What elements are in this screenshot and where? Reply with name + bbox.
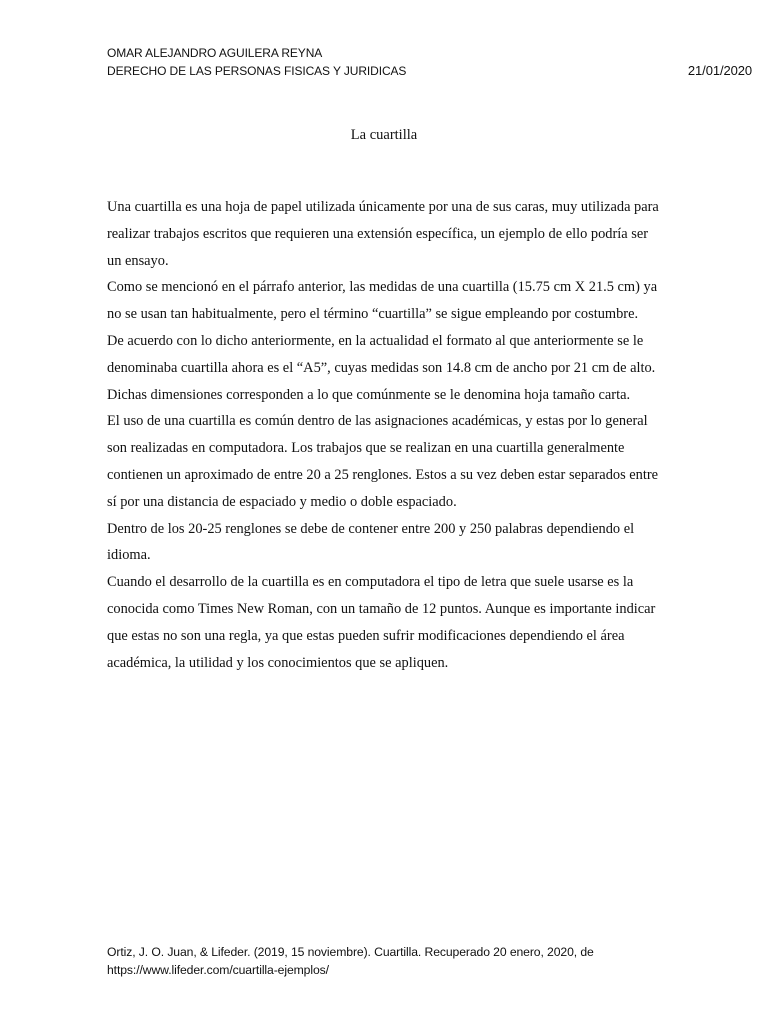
document-date: 21/01/2020 (687, 63, 752, 78)
document-title: La cuartilla (350, 127, 418, 143)
author-name: OMAR ALEJANDRO AGUILERA REYNA (107, 46, 323, 60)
header-course-row (107, 62, 752, 80)
paragraph: Como se mencionó en el párrafo anterior, las medidas de una cuartilla (15.75 cm X 21.5 cm) ya no se usan tan habitualmente, pero el término “cuartilla” se sigue empleando por costumbre. (107, 279, 658, 323)
paragraph: De acuerdo con lo dicho anteriormente, en la actualidad el formato al que anteriormente se le denominaba cuartilla ahora es el “A5”, cuyas medidas son 14.8 cm de ancho por 21 cm de alto. Dichas dimensiones corresponden a lo que comúnmente se le denomina hoja tamaño carta. (107, 332, 656, 403)
citation-footer: Ortiz, J. O. Juan, & Lifeder. (2019, 15 noviembre). Cuartilla. Recuperado 20 enero, 2020, de https://www.lifeder.com/cuartilla-ejemplos/ (107, 945, 594, 977)
document-body (107, 194, 663, 676)
paragraph: Dentro de los 20-25 renglones se debe de contener entre 200 y 250 palabras dependiendo el idioma. (107, 520, 635, 564)
paragraph: Cuando el desarrollo de la cuartilla es en computadora el tipo de letra que suele usarse es la conocida como Times New Roman, con un tamaño de 12 puntos. Aunque es importante indicar que estas no son una regla, ya que estas pueden sufrir modificaciones dependiendo el área académica, la utilidad y los conocimientos que se apliquen. (107, 574, 656, 671)
paragraph: Una cuartilla es una hoja de papel utilizada únicamente por una de sus caras, muy utilizada para realizar trabajos escritos que requieren una extensión específica, un ejemplo de ello podría ser un ensayo. (107, 199, 659, 269)
paragraph: El uso de una cuartilla es común dentro de las asignaciones académicas, y estas por lo general son realizadas en computadora. Los trabajos que se realizan en una cuartilla generalmente contienen un aproximado de entre 20 a 25 renglones. Estos a su vez deben estar separados entre sí por una distancia de espaciado y medio o doble espaciado. (107, 413, 659, 510)
course-name: DERECHO DE LAS PERSONAS FISICAS Y JURIDICAS (107, 64, 407, 78)
document-header (107, 44, 752, 80)
